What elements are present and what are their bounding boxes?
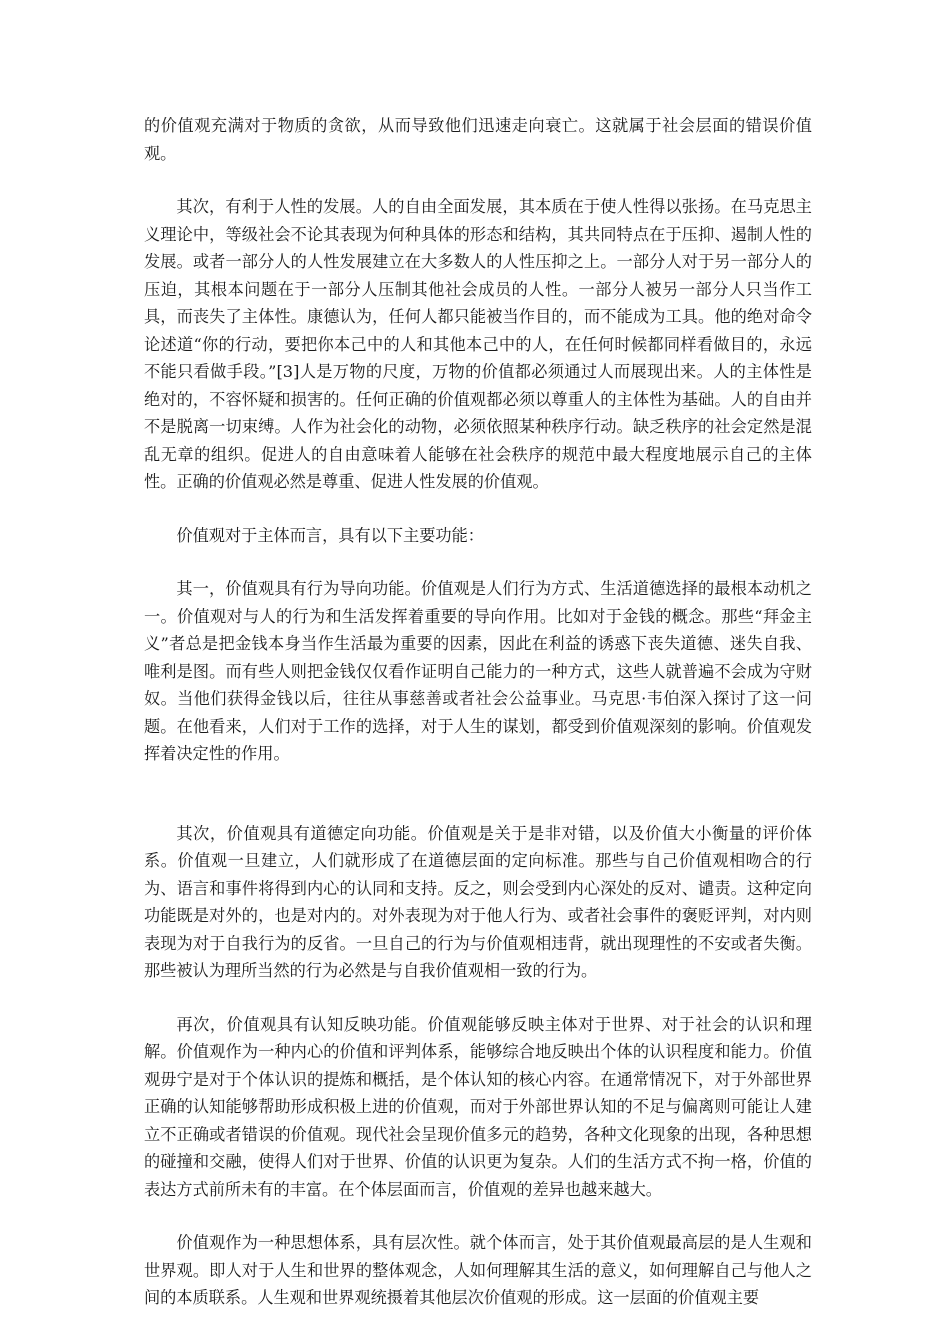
- paragraph-moral-orientation: 其次，价值观具有道德定向功能。价值观是关于是非对错，以及价值大小衡量的评价体系。价值观一旦建立，人们就形成了在道德层面的定向标准。那些与自己价值观相吻合的行为、语言和事件将得到内心的认同和支持。反之，则会受到内心深处的反对、谴责。这种定向功能既是对外的，也是对内的。对外表现为对于他人行为、或者社会事件的褒贬评判，对内则表现为对于自我行为的反省。一旦自己的行为与价值观相违背，就出现理性的不安或者失衡。那些被认为理所当然的行为必然是与自我价值观相一致的行为。: [144, 823, 812, 980]
- paragraph-hierarchy: 价值观作为一种思想体系，具有层次性。就个体而言，处于其价值观最高层的是人生观和世界观。即人对于人生和世界的整体观念，人如何理解其生活的意义，如何理解自己与他人之间的本质联系。人生观和世界观统摄着其他层次价值观的形成。这一层面的价值观主要: [144, 1233, 812, 1307]
- paragraph-behavior-guidance: 其一，价值观具有行为导向功能。价值观是人们行为方式、生活道德选择的最根本动机之一。价值观对与人的行为和生活发挥着重要的导向作用。比如对于金钱的概念。那些“拜金主义”者总是把金钱本身当作生活最为重要的因素，因此在利益的诱惑下丧失道德、迷失自我、唯利是图。而有些人则把金钱仅仅看作证明自己能力的一种方式，这些人就普遍不会成为守财奴。当他们获得金钱以后，往往从事慈善或者社会公益事业。马克思·韦伯深入探讨了这一问题。在他看来，人们对于工作的选择，对于人生的谋划，都受到价值观深刻的影响。价值观发挥着决定性的作用。: [144, 579, 812, 763]
- paragraph-cognitive-reflection: 再次，价值观具有认知反映功能。价值观能够反映主体对于世界、对于社会的认识和理解。价值观作为一种内心的价值和评判体系，能够综合地反映出个体的认识程度和能力。价值观毋宁是对于个体认识的提炼和概括，是个体认知的核心内容。在通常情况下，对于外部世界正确的认知能够帮助形成积极上进的价值观，而对于外部世界认知的不足与偏离则可能让人建立不正确或者错误的价值观。现代社会呈现价值多元的趋势，各种文化现象的出现，各种思想的碰撞和交融，使得人们对于世界、价值的认识更为复杂。人们的生活方式不拘一格，价值的表达方式前所未有的丰富。在个体层面而言，价值观的差异也越来越大。: [144, 1014, 812, 1199]
- paragraph-continuation: 的价值观充满对于物质的贪欲，从而导致他们迅速走向衰亡。这就属于社会层面的错误价值观。: [144, 116, 812, 163]
- document-body: [144, 112, 812, 1338]
- paragraph-human-nature: 其次，有利于人性的发展。人的自由全面发展，其本质在于使人性得以张扬。在马克思主义理论中，等级社会不论其表现为何种具体的形态和结构，其共同特点在于压抑、遏制人性的发展。或者一部分人的人性发展建立在大多数人的人性压抑之上。一部分人对于另一部分人的压迫，其根本问题在于一部分人压制其他社会成员的人性。一部分人被另一部分人只当作工具，而丧失了主体性。康德认为，任何人都只能被当作目的，而不能成为工具。他的绝对命令论述道“你的行动，要把你本己中的人和其他本己中的人，在任何时候都同样看做目的，永远不能只看做手段。”[3]人是万物的尺度，万物的价值都必须通过人而展现出来。人的主体性是绝对的，不容怀疑和损害的。任何正确的价值观都必须以尊重人的主体性为基础。人的自由并不是脱离一切束缚。人作为社会化的动物，必须依照某种秩序行动。缺乏秩序的社会定然是混乱无章的组织。促进人的自由意味着人能够在社会秩序的规范中最大程度地展示自己的主体性。正确的价值观必然是尊重、促进人性发展的价值观。: [144, 197, 812, 491]
- paragraph-functions-intro: 价值观对于主体而言，具有以下主要功能：: [176, 525, 484, 545]
